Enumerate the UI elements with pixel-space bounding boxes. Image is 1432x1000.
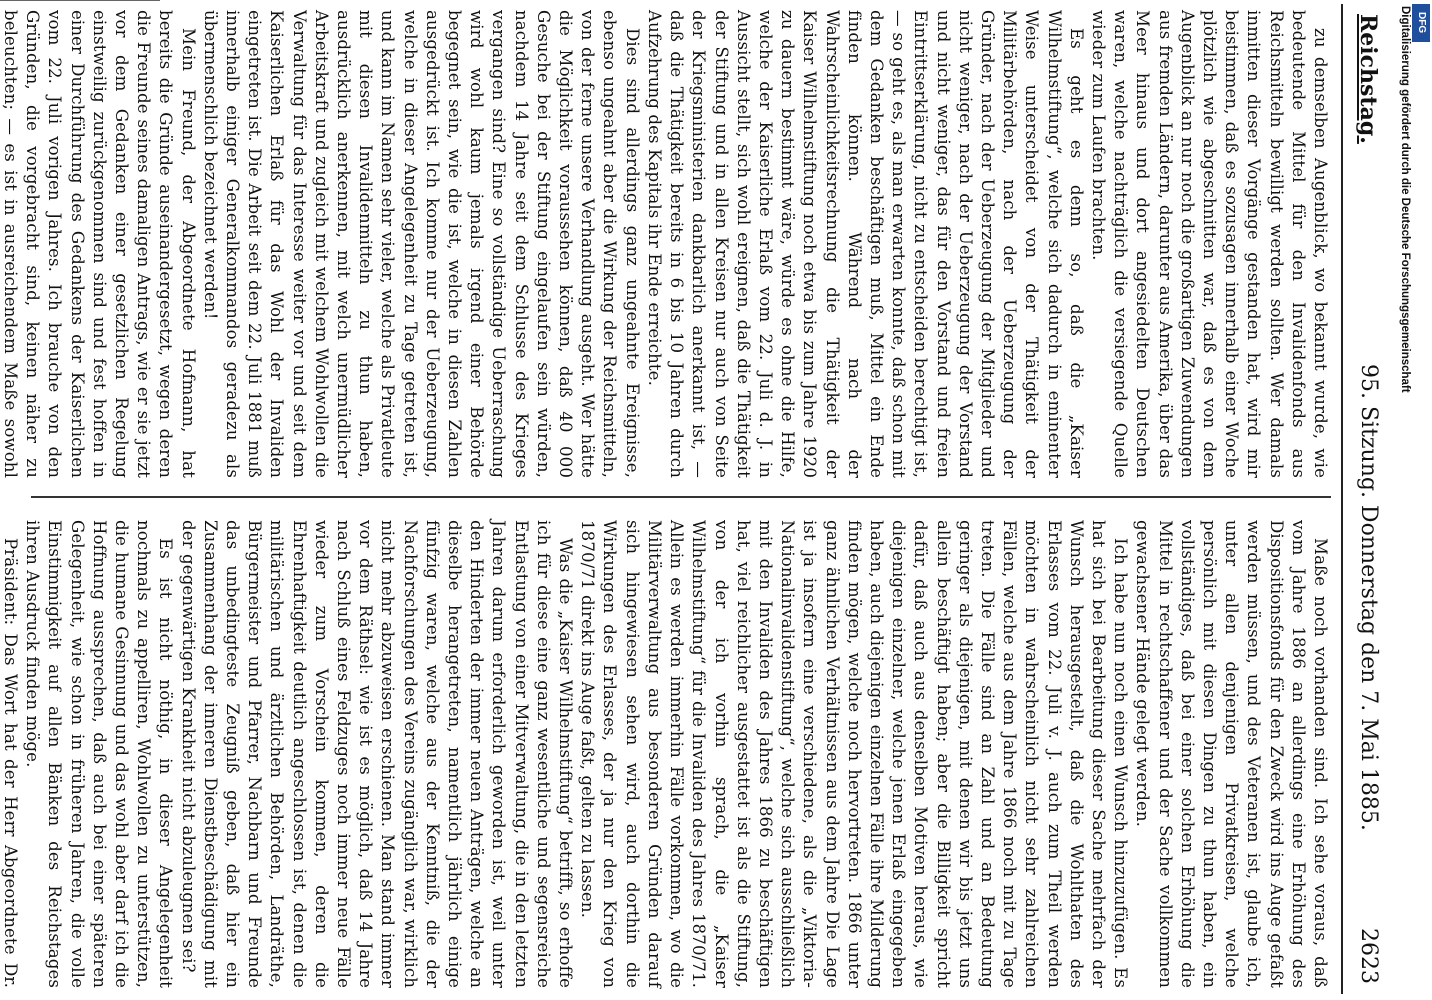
paragraph: Es ist nicht nöthig, in dieser Angelegenheit nochmals zu appelliren, Wohlwollen zu unterstützen, die humane Gesinnung und das wohl aber darf ich die Hoffnung aussprechen, daß auch bei einer späteren Gelegenheit, wie schon in früheren Jahren, die volle Einstimmigkeit auf allen Bänken des Reichstages ihren Ausdruck finden möge. — [23, 520, 176, 988]
paragraph: Ich habe nun noch einen Wunsch hinzuzufügen. Es hat sich bei Bearbeitung dieser Sache mehrfach der Wunsch herausgestellt, daß die Wohlthaten des Erlasses vom 22. Juli v. J. auch zum Theil werden möchten in wahrscheinlich nicht sehr zahlreichen Fällen, welche aus dem Jahre 1866 noch mit zu Tage treten. Die Fälle sind an Zahl und an Bedeutung geringer als diejenigen, mit denen wir bis jetzt uns allein beschäftigt haben; aber die Billigkeit spricht dafür, daß auch aus denselben Motiven heraus, wie diejenigen einzelner, welche jenen Erlaß eingegeben haben, auch diejenigen einzelnen Fälle ihre Milderung finden mögen, welche noch hervortreten. 1866 unter ganz ähnlichen Verhältnissen aus dem Jahre Die Lage ist ja insofern eine verschiedene, als die „Viktoria-Nationalinvalidenstiftung“, welche sich ausschließlich mit den Invaliden des Jahres 1866 zu beschäftigen hat, viel reichlicher ausgestattet ist als die Stiftung, von der ich vorhin sprach, die „Kaiser Wilhelmstiftung“ für die Invaliden des Jahres 1870/71. Allein es werden immerhin Fälle vorkommen, wo die Militärverwaltung aus besonderen Gründen darauf sich hingewiesen sehen wird, auch dorthin die Wirkungen des Erlasses, der ja nur den Krieg von 1870/71 direkt ins Auge faßt, gelten zu lassen. — [578, 520, 1131, 988]
digitization-note: Digitalisierung gefördert durch die Deutsche Forschungsgemeinschaft — [1399, 6, 1411, 393]
header-left: Reichstag. — [1355, 14, 1381, 144]
header-rule — [1341, 4, 1343, 994]
column-divider — [31, 496, 1331, 498]
rotated-page — [1, 4, 1391, 994]
right-column — [1, 520, 1331, 988]
paragraph: Mein Freund, der Abgeordnete Hofmann, hat bereits die Gründe auseinandergesetzt, wegen deren die Freunde seines damaligen Antrags, wie er sie jetzt vor dem Gedanken einer gesetzlichen Regelung einstweilig zurückgenommen sind und fest hoffen in einer Durchführung des Gedankens der Kaiserlichen vom 22. Juli vorigen Jahres. Ich brauche von den Gründen, die vorgebracht sind, keinen näher zu beleuchten; — es ist in ausreichendem Maße sowohl — [1, 10, 198, 478]
paragraph: Es geht es denn so, daß die „Kaiser Wilhelmstiftung“, welche sich dadurch in eminenter Weise unterscheidet von der Thätigkeit der Militärbehörden, nach der Ueberzeugung der Gründer, nach der Ueberzeugung der Mitglieder und nicht weniger, nach der Ueberzeugung der Vorstand und nicht weniger, das für den Vorstand und freien Eintrittserklärung, nicht zu entscheiden berechtigt ist, — so geht es, als man erwarten konnte, daß schon mit dem Gedanken beschäftigen muß, Mittel ein Ende finden können. Während nach der Wahrscheinlichkeitsrechnung die Thätigkeit der Kaiser Wilhelmstiftung noch etwa bis zum Jahre 1920 zu dauern bestimmt wäre, würde es ohne die Hilfe, welche der Kaiserliche Erlaß vom 22. Juli d. J. in Aussicht stellt, sich wohl ereignen, daß die Thätigkeit der Stiftung und in allen Kreisen nur auch von Seite der Kriegsministerien dankbarlich anerkannt ist, — daß die Thätigkeit bereits in 6 bis 10 Jahren durch Aufzehrung des Kapitals ihr Ende erreichte. — [644, 10, 1086, 478]
paragraph: zu demselben Augenblick, wo bekannt wurde, wie bedeutende Mittel für den Invalidenfonds aus Reichsmitteln bewilligt werden sollten. Wer damals inmitten dieser Vorgänge gestanden hat, wird mir beistimmen, daß es sozusagen innerhalb einer Woche plötzlich wie abgeschnitten war, daß es von dem Augenblick an nur noch die großartigen Zuwendungen aus fremden Ländern, darunter aus Amerika, über das Meer hinaus und dort angesiedelten Deutschen waren, welche nachträglich die versiegende Quelle wieder zum Laufen brachten. — [1088, 10, 1330, 478]
dfg-logo: DFG — [1412, 4, 1430, 42]
left-column — [1, 10, 1331, 478]
speaker-paragraph: Präsident: Das Wort hat der Herr Abgeordnete Dr. — [1, 538, 21, 988]
running-header — [1345, 4, 1391, 994]
page-number: 2623 — [1356, 928, 1381, 984]
paragraph: Dies sind allerdings ganz ungeahnte Ereignisse, ebenso ungeahnt aber die Wirkung der Reichsmitteln, von der ferne unsere Verhandlung ausgeht. Wer hätte die Möglichkeit voraussehen können, daß 40 000 Gesuche bei der Stiftung eingelaufen sein würden, nachdem 14 Jahre seit dem Schlusse des Krieges vergangen sind? Eine so vollständige Ueberraschung wird wohl kaum jemals irgend einer Behörde begegnet sein, wie die ist, welche in diesen Zahlen ausgedrückt ist. Ich komme nur der Ueberzeugung, welche in dieser Angelegenheit zu Tage getreten ist, und kann im Namen sehr vieler, welche als Privatleute mit diesen Invalidenmitteln zu thun haben, ausdrücklich anerkennen, mit welch unermüdlicher Arbeitskraft und zugleich mit welchem Wohlwollen die Verwaltung für das Interesse weiter vor und seit dem Kaiserlichen Erlaß für das Wohl der Invaliden eingetreten ist. Die Arbeit seit dem 22. Juli 1881 muß innerhalb einiger Generalkommandos geradezu als übermenschlich bezeichnet werden! — [200, 10, 642, 478]
paragraph: Was die „Kaiser Wilhelmstiftung“ betrifft, so erhoffe ich für diese eine ganz wesentliche und segensreiche Entlastung von einer Mitverwaltung, die in den letzten Jahren darum erforderlich geworden ist, weil unter den Hinderten der immer neuen Anträgen, welche an dieselbe herangetreten, namentlich jährlich einige fünfzig waren, welche aus der Kenntniß, die der Nachforschungen des Vereins zugänglich war, wirklich nicht mehr abzuweisen erschienen. Man stand immer vor dem Räthsel: wie ist es möglich, daß 14 Jahre nach Schluß eines Feldzuges noch immer neue Fälle wieder zum Vorschein kommen, deren die Ehrenhaftigkeit deutlich angeschlossen ist, denen die militärischen und ärztlichen Behörden, Landräthe, Bürgermeister und Pfarrer, Nachbarn und Freunde das unbedingteste Zeugniß geben, daß hier ein Zusammenhang der inneren Dienstbeschädigung mit der gegenwärtigen Krankheit nicht abzuleugnen sei? — [178, 520, 576, 988]
paragraph: Maße noch vorhanden sind. Ich sehe voraus, daß vom Jahre 1886 an allerdings eine Erhöhung des Dispositionsfonds für den Zweck wird ins Auge gefaßt werden müssen, und des Veteranen ist, glaube ich, unter allen denjenigen Privatkreisen, welche persönlich mit diesen Dingen zu thun haben, ein vollständiges, daß bei einer solchen Erhöhung die Mittel in rechtschaffener und der Sache vollkommen gewachsener Hände gelegt werden. — [1133, 520, 1330, 988]
header-session-date: 95. Sitzung. Donnerstag den 7. Mai 1885. — [1356, 364, 1381, 831]
top-edge-rule — [0, 0, 160, 1]
